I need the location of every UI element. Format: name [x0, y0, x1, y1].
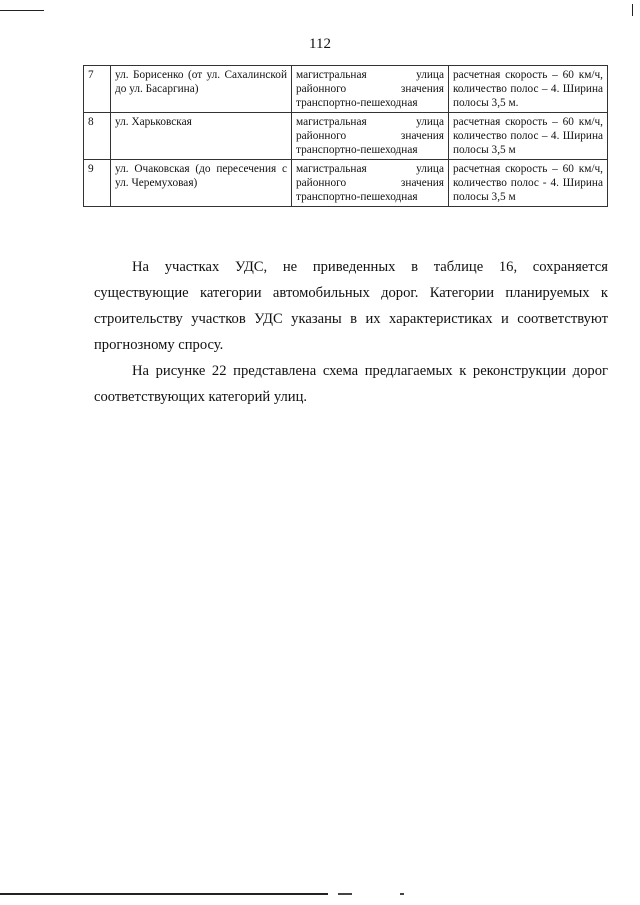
row-number: 8 [84, 113, 111, 160]
body-paragraph-2 [94, 358, 608, 410]
spec-cell: расчетная скорость – 60 км/ч, количество полос – 4. Ширина полосы 3,5 м. [449, 66, 608, 113]
category-cell: магистральная улица районного значения транспортно-пешеходная [292, 66, 449, 113]
bottom-scan-dash [338, 893, 352, 895]
street-cell: ул. Очаковская (до пересечения с ул. Черемуховая) [111, 160, 292, 207]
scan-corner-mark [0, 10, 44, 11]
paragraph-text: На участках УДС, не приведенных в таблице 16, сохраняется существующие категории автомобильных дорог. Категории планируемых к строительству участков УДС указаны в их характеристиках и соответствуют прогнозному спросу. [94, 259, 608, 353]
roads-table [83, 65, 608, 207]
spec-cell: расчетная скорость – 60 км/ч, количество полос - 4. Ширина полосы 3,5 м [449, 160, 608, 207]
scan-edge-mark [632, 4, 633, 16]
paragraph-text: На рисунке 22 представлена схема предлагаемых к реконструкции дорог соответствующих категорий улиц. [94, 363, 608, 405]
spec-cell: расчетная скорость – 60 км/ч, количество полос – 4. Ширина полосы 3,5 м [449, 113, 608, 160]
page-number: 112 [309, 36, 331, 52]
table-row [84, 66, 608, 113]
table-row [84, 113, 608, 160]
row-number: 9 [84, 160, 111, 207]
row-number: 7 [84, 66, 111, 113]
table-row [84, 160, 608, 207]
bottom-scan-line [0, 893, 328, 895]
body-paragraph-1 [94, 254, 608, 358]
street-cell: ул. Борисенко (от ул. Сахалинской до ул. Басаргина) [111, 66, 292, 113]
category-cell: магистральная улица районного значения транспортно-пешеходная [292, 160, 449, 207]
bottom-scan-dash [400, 893, 404, 895]
street-cell: ул. Харьковская [111, 113, 292, 160]
category-cell: магистральная улица районного значения транспортно-пешеходная [292, 113, 449, 160]
